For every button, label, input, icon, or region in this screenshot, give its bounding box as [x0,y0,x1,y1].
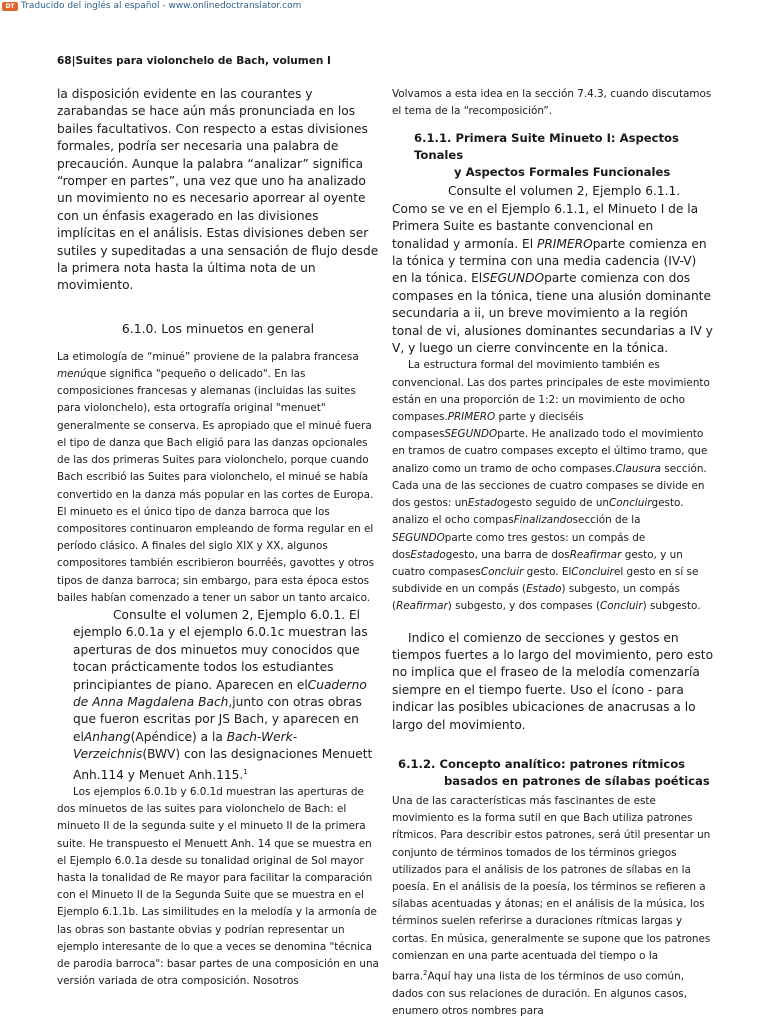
left-column [57,86,379,990]
page-number: 68 [57,55,72,67]
paragraph: la disposición evidente en las courantes y zarabandas se hace aún más pronunciada en los bailes facultativos. Con respecto a estas divisiones formales, podría ser necesaria una palabra de precaución. Aunque la palabra “analizar” significa “romper en partes”, una vez que uno ha analizado un movimiento no es necesario aporrear al oyente con un énfasis exagerado en las divisiones implícitas en el análisis. Estas divisiones deben ser sutiles y supeditadas a una sensación de flujo desde la primera nota hasta la última nota de un movimiento. [57,87,379,293]
paragraph: Consulte el volumen 2, Ejemplo 6.0.1. El ejemplo 6.0.1a y el ejemplo 6.0.1c muestran las aperturas de dos minuetos muy conocidos que tocan prácticamente todos los estudiantes principiantes de piano. Aparecen en elCuaderno de Anna Magdalena Bach,junto con otras obras que fueron escritas por JS Bach, y aparecen en elAnhang(Apéndice) a la Bach-Werk-Verzeichnis(BWV) con las designaciones Menuett Anh.114 y Menuet Anh.115.$^1$ [73,607,373,782]
consult-line: Consulte el volumen 2, Ejemplo 6.1.1. [448,184,681,199]
paragraph: La estructura formal del movimiento también es convencional. Las dos partes principales de este movimiento están en una proporción de 1:2: un movimiento de ocho compases.PRIMERO parte y dieciséis compasesSEGUNDOparte. He analizado todo el movimiento en tramos de cuatro compases excepto el último tramo, que analizo como un tramo de ocho compases.Clausura sección. Cada una de las secciones de cuatro compases se divide en dos gestos: unEstadogesto seguido de unConcluirgesto. analizo el ocho compasFinalizandosección de la SEGUNDOparte como tres gestos: un compás de dosEstadogesto, una barra de dosReafirmar gesto, y un cuatro compasesConcluir gesto. ElConcluirel gesto en sí se subdivide en un compás (Estado) subgesto, un compás (Reafirmar) subgesto, y dos compases (Concluir) subgesto. [392,359,710,613]
footnote-marker: 2 [423,968,428,977]
paragraph: Una de las características más fascinantes de este movimiento es la forma sutil en que Bach utiliza patrones rítmicos. Para describir estos patrones, será útil presentar un conjunto de términos tomados de los términos griegos utilizados para el análisis de los patrones de sílabas en la poesía. En el análisis de la poesía, los términos se refieren a sílabas acentuadas y átonas; en el análisis de la música, los términos suelen referirse a duraciones rítmicas largas y cortas. En música, generalmente se supone que los patrones comienzan en una parte acentuada del tiempo o la barra.$^2$Aquí hay una lista de los términos de uso común, dados con sus relaciones de duración. En algunos casos, enumero otros nombres para [392,794,711,1017]
paragraph: Indico el comienzo de secciones y gestos en tiempos fuertes a lo largo del movimiento, pero esto no implica que el fraseo de la melodía comenzaría siempre en el tiempo fuerte. Uso el ícono - para indicar las posibles ubicaciones de anacrusas a lo largo del movimiento. [392,630,714,732]
paragraph: Los ejemplos 6.0.1b y 6.0.1d muestran las aperturas de dos minuetos de las suites para violonchelo de Bach: el minueto II de la segunda suite y el minueto II de la primera suite. He transpuesto el Menuett Anh. 14 que se muestra en el Ejemplo 6.0.1a desde su tonalidad original de Sol mayor hasta la tonalidad de Re mayor para facilitar la comparación con el Minueto II de la Segunda Suite que se muestra en el Ejemplo 6.1.1b. Las similitudes en la melodía y la armonía de las obras son bastante obvias y podrían representar un ejemplo interesante de lo que a veces se denomina "técnica de parodia barroca": basar partes de una composición en una versión variada de otra composición. Nosotros [57,786,379,988]
section-heading: 6.1.0. Los minuetos en general [121,320,315,336]
section-heading: 6.1.2. Concepto analítico: patrones rítmicos basados en patrones de sílabas poéticas [398,756,710,788]
section-heading: 6.1.1. Primera Suite Minueto I: Aspectos Tonales y Aspectos Formales Funcionales [414,131,679,180]
banner-text[interactable]: Traducido del inglés al español - www.onlinedoctranslator.com [21,1,302,11]
paragraph: La etimología de “minué” proviene de la palabra francesa menúque significa "pequeño o delicado". En las composiciones francesas y alemanas (incluidas las suites para violonchelo), esta ortografía original "menuet" generalmente se conserva. Es apropiado que el minué fuera el tipo de danza que Bach eligió para las danzas opcionales de las dos primeras Suites para violonchelo, porque cuando Bach escribió las Suites para violonchelo, el minué se había convertido en la danza más popular en las cortes de Europa. El minueto es el único tipo de danza barroca que los compositores continuaron empleando de forma regular en el período clásico. A finales del siglo XIX y XX, algunos compositores también escribieron bourréés, gavottes y otros tipos de danza barroca; sin embargo, para esta época estos bailes habían comenzado a tener un sabor un tanto arcaico. [57,350,375,604]
translation-banner[interactable] [0,0,301,12]
book-title: Suites para violonchelo de Bach, volumen I [75,55,331,67]
header-separator: | [71,55,76,67]
footnote-marker: 1 [243,767,248,776]
paragraph: Como se ve en el Ejemplo 6.1.1, el Minueto I de la Primera Suite es bastante convencional en tonalidad y armonía. El PRIMEROparte comienza en la tónica y termina con una media cadencia (IV-V) en la tónica. ElSEGUNDOparte comienza con dos compases en la tónica, tiene una alusión dominante secundaria a ii, un breve movimiento a la región tonal de vi, alusiones dominantes secundarias a IV y V, y luego un cierre convincente en la tónica. [392,201,713,356]
right-column [392,86,714,1020]
translator-logo-icon: DT [2,2,18,11]
paragraph: Volvamos a esta idea en la sección 7.4.3, cuando discutamos el tema de la “recomposición”. [392,88,712,118]
running-header [57,55,331,67]
